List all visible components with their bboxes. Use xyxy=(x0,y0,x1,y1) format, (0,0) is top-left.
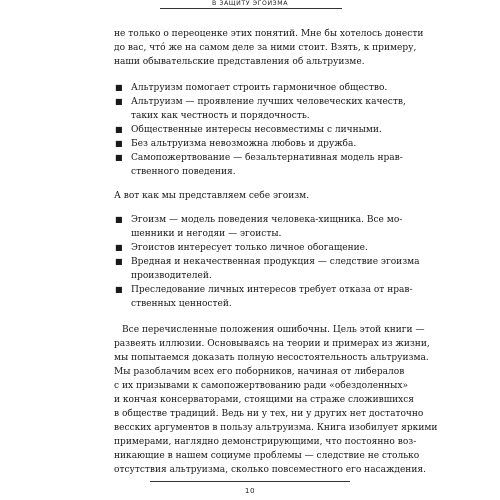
text-line: в обществе традиций. Ведь ни у тех, ни у других нет достаточно xyxy=(114,409,424,419)
text-line: производителей. xyxy=(131,271,212,281)
text-line: Мы разоблачим всех его поборников, начиная от либералов xyxy=(114,367,405,377)
list-item xyxy=(114,81,386,95)
bullet-icon: ■ xyxy=(115,83,123,92)
text-line: развеять иллюзии. Основываясь на теории и примерах из жизни, xyxy=(114,339,430,349)
running-head-title: В ЗАЩИТУ ЭГОИЗМА xyxy=(211,0,289,7)
bullet-icon: ■ xyxy=(115,139,123,148)
bullet-icon: ■ xyxy=(115,125,123,134)
list-item xyxy=(114,241,386,255)
page-body xyxy=(114,27,438,477)
bullet-icon: ■ xyxy=(115,97,123,106)
text-line: Вредная и некачественная продукция — следствие эгоизма xyxy=(131,257,420,267)
text-line xyxy=(114,55,386,69)
egoism-beliefs-list xyxy=(114,213,420,311)
text-line: Самопожертвование — безальтернативная модель нрав- xyxy=(131,153,403,163)
text-line: никающие в нашем социуме проблемы — следствие не столько xyxy=(114,451,420,461)
text-line: Все перечисленные положения ошибочны. Цель этой книги — xyxy=(122,325,425,335)
text-line: Альтруизм — проявление лучших человеческих качеств, xyxy=(131,97,406,107)
text-line: Преследование личных интересов требует отказа от нрав- xyxy=(131,285,413,295)
list-item xyxy=(114,95,406,123)
list-item xyxy=(114,255,420,283)
list-item xyxy=(114,151,403,179)
text-line-content: не только о переоценке этих понятий. Мне бы хотелось донести xyxy=(114,29,424,39)
text-line-content: наши обывательские представления об альтруизме. xyxy=(114,57,365,67)
bullet-icon: ■ xyxy=(115,285,123,294)
text-line: таких как честность и порядочность. xyxy=(131,111,310,121)
text-line xyxy=(114,27,424,41)
list-item xyxy=(114,137,386,151)
egoism-intro-line: А вот как мы представляем себе эгоизм. xyxy=(114,191,310,201)
text-line: Эгоистов интересует только личное обогащение. xyxy=(131,243,368,253)
list-item xyxy=(114,283,413,311)
bullet-icon: ■ xyxy=(115,215,123,224)
text-line: шенники и негодяи — эгоисты. xyxy=(131,229,282,239)
bullet-icon: ■ xyxy=(115,257,123,266)
closing-paragraph xyxy=(114,323,438,477)
text-line: отсутствия альтруизма, сколько повсеместного его насаждения. xyxy=(114,465,426,475)
text-line: Альтруизм помогает строить гармоничное общество. xyxy=(131,83,388,93)
text-line: примерами, наглядно демонстрирующими, что постоянно воз- xyxy=(114,437,417,447)
text-line: весских аргументов в пользу альтруизма. Книга изобилует яркими xyxy=(114,423,438,433)
page-number: 10 xyxy=(244,486,256,495)
text-line-content: до вас, что́ же на самом деле за ними стоит. Взять, к примеру, xyxy=(114,43,417,53)
text-line: ственного поведения. xyxy=(131,167,236,177)
list-item xyxy=(114,213,403,241)
list-item xyxy=(114,123,386,137)
running-head xyxy=(0,0,500,15)
text-line: ственных ценностей. xyxy=(131,299,232,309)
bullet-icon: ■ xyxy=(115,243,123,252)
text-line: Эгоизм — модель поведения человека-хищника. Все мо- xyxy=(131,215,403,225)
text-line: и кончая консерваторами, стоящими на страже сложившихся xyxy=(114,395,415,405)
text-line: Без альтруизма невозможна любовь и дружба. xyxy=(131,139,357,149)
altruism-beliefs-list xyxy=(114,81,406,179)
text-line: мы попытаемся доказать полную несостоятельность альтруизма. xyxy=(114,353,429,363)
text-line xyxy=(114,41,417,55)
bullet-icon: ■ xyxy=(115,153,123,162)
folio-rule xyxy=(150,481,350,482)
text-line: Общественные интересы несовместимы с личными. xyxy=(131,125,382,135)
intro-paragraph xyxy=(114,27,424,69)
text-line: с их призывами к самопожертвованию ради «обездоленных» xyxy=(114,381,409,391)
running-head-rule xyxy=(160,8,342,9)
